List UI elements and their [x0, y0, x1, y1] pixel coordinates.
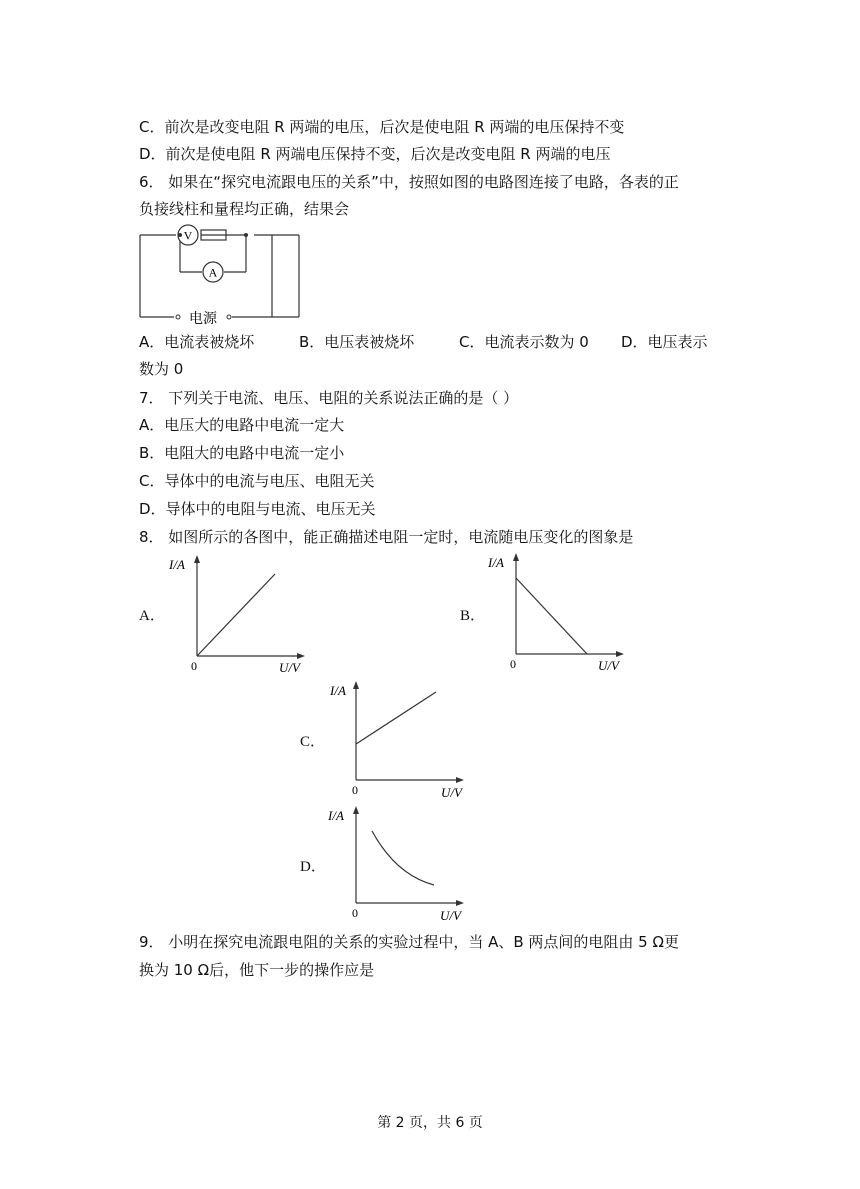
q6-option-c: C．电流表示数为 0 [459, 333, 589, 351]
graph-option-a-label: A． [139, 608, 165, 624]
graph-d-x-label: U/V [440, 908, 461, 923]
graph-b-origin: 0 [510, 657, 516, 671]
circuit-diagram [134, 222, 304, 330]
graph-option-b-label: B． [460, 608, 486, 624]
graph-b [484, 550, 634, 672]
q9-stem-line1: 9． 小明在探究电流跟电阻的关系的实验过程中，当 A、B 两点间的电阻由 5 Ω更 [139, 933, 679, 951]
q5-option-d: D．前次是使电阻 R 两端电压保持不变，后次是改变电阻 R 两端的电压 [139, 145, 611, 163]
graph-a-y-label: I/A [169, 557, 185, 572]
graph-b-y-label: I/A [488, 555, 504, 570]
power-source-label: 电源 [189, 312, 217, 327]
graph-a-origin: 0 [191, 659, 197, 673]
graph-b-x-label: U/V [598, 658, 619, 672]
q8-stem: 8． 如图所示的各图中，能正确描述电阻一定时，电流随电压变化的图象是 [139, 528, 634, 546]
graph-c-y-label: I/A [330, 683, 346, 698]
graph-c-origin: 0 [352, 783, 358, 797]
voltmeter-label: V [183, 228, 193, 243]
q7-option-b: B．电阻大的电路中电流一定小 [139, 444, 345, 462]
q5-option-c: C．前次是改变电阻 R 两端的电压，后次是使电阻 R 两端的电压保持不变 [139, 118, 625, 136]
q7-stem: 7． 下列关于电流、电压、电阻的关系说法正确的是（ ） [139, 389, 519, 407]
q6-option-d-continued: 数为 0 [139, 360, 184, 378]
graph-d [324, 803, 474, 925]
graph-a [165, 552, 315, 674]
q7-option-d: D．导体中的电阻与电流、电压无关 [139, 500, 376, 518]
q6-options-row [139, 332, 708, 352]
q6-stem-line2: 负接线柱和量程均正确，结果会 [139, 200, 350, 218]
q6-stem-line1: 6． 如果在“探究电流跟电压的关系”中，按照如图的电路图连接了电路，各表的正 [139, 173, 679, 191]
graph-c-x-label: U/V [441, 785, 462, 800]
q6-option-d: D．电压表示 [621, 333, 708, 351]
graph-a-x-label: U/V [279, 660, 300, 674]
q6-option-a: A．电流表被烧坏 [139, 333, 255, 351]
graph-option-d-label: D． [300, 859, 326, 875]
ammeter-label: A [208, 265, 218, 280]
graph-option-c-label: C． [300, 734, 326, 750]
graph-c [324, 678, 474, 800]
q7-option-a: A．电压大的电路中电流一定大 [139, 416, 345, 434]
q9-stem-line2: 换为 10 Ω后，他下一步的操作应是 [139, 961, 375, 979]
graph-d-y-label: I/A [328, 808, 344, 823]
q7-option-c: C．导体中的电流与电压、电阻无关 [139, 472, 375, 490]
graph-d-origin: 0 [352, 906, 358, 920]
page-footer: 第 2 页，共 6 页 [377, 1115, 483, 1131]
q6-option-b: B．电压表被烧坏 [299, 333, 415, 351]
